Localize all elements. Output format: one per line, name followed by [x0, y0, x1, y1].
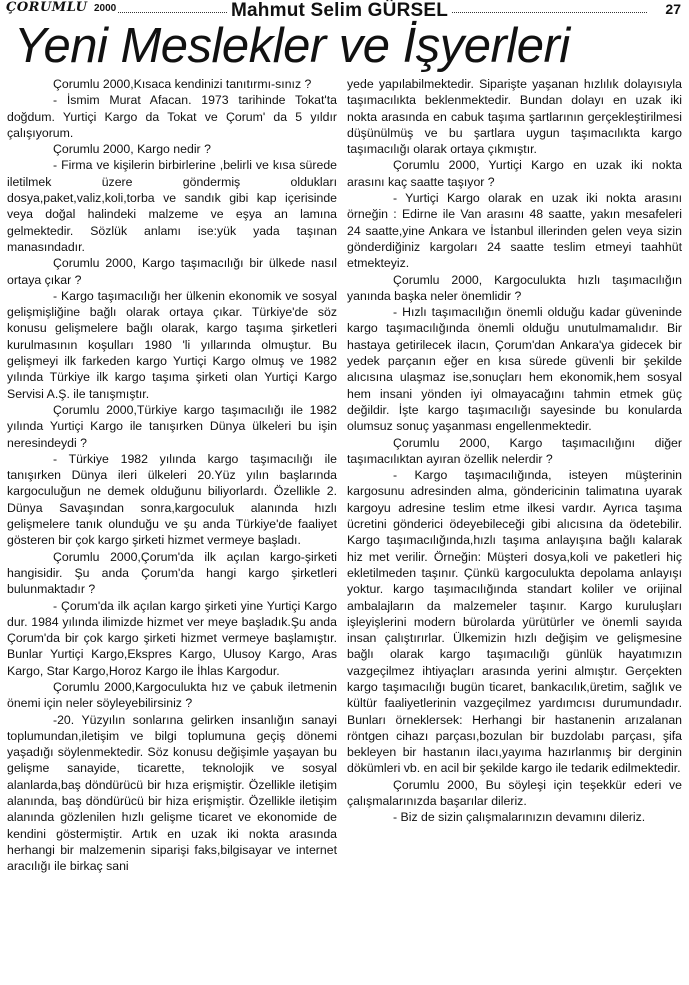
paragraph: Çorumlu 2000,Çorum'da ilk açılan kargo-şirketi hangisidir. Şu anda Çorum'da hangi kargo şirketleri bulunmaktadır ?	[7, 549, 337, 597]
paragraph: - Türkiye 1982 yılında kargo taşımacılığı ile tanışırken Dünya ileri ülkeleri 20.Yüz yılın başlarında kargoculuğun ne demek olduğunu biliyorlardı. Özellikle 2. Dünya Savaşından sonra,kargoculuk alanında hızlı gelişmelere tanık olunduğu ve şu anda Türkiye'de faaliyet gösteren bir çok kargo şirketi hizmet vermeye başladı.	[7, 451, 337, 548]
paragraph: Çorumlu 2000,Kısaca kendinizi tanıtırmı-sınız ?	[53, 77, 312, 91]
paragraph: - Hızlı taşımacılığın önemli olduğu kadar güveninde kargo taşımacılığında önemli olduğu unutulmamalıdır. Bir hastaya getirilecek ilacın, Çorum'dan Ankara'ya gidecek bir yedek parçanın eğer en kısa sürede güvenli bir şekilde alıcısına ulaşmaz ise,sonuçları hem ekonomik,hem sosyal hem insani yönden iyi olmayacağını tahmin etmek güç değildir. İşte kargo taşımacılığı sayesinde bu konularda olumsuz sonuç yaşanması engellenmektedir.	[347, 305, 682, 434]
paragraph: -20. Yüzyılın sonlarına gelirken insanlığın sanayi toplumundan,iletişim ve bilgi toplumuna geçiş dönemi yaşadığı söylenmektedir. Söz konusu değişimle yaşayan bu gelişme sanayide, ticarette, teknolojik ve sosyal alanlarda,baş döndürücü bir hıza erişmiştir. Özellikle iletişim alanında, baş döndürücü bir hiza erişmiştir. Özellikle iletişim alanında gözlenilen hızlı gelişme ticaret ve ekonomide de kendini göstermiştir. Artık en uzak iki nokta arasında herhangi bir malzemenin siparişi faks,bilgisayar ve internet aracılığı ile birkaç sani	[7, 712, 337, 874]
right-column	[347, 76, 682, 826]
article-headline: Yeni Meslekler ve İşyerleri	[14, 19, 570, 73]
magazine-year: 2000	[94, 3, 117, 14]
paragraph: Çorumlu 2000,Türkiye kargo taşımacılığı ile 1982 yılında Yurtiçi Kargo ile tanışırken Dünya ülkeleri bu işin neresindeydi ?	[7, 402, 337, 450]
paragraph: Çorumlu 2000, Kargo taşımacılığı bir ülkede nasıl ortaya çıkar ?	[7, 256, 337, 287]
paragraph: Çorumlu 2000, Kargo taşımacılığını diğer taşımacılıktan ayıran özellik nelerdir ?	[347, 435, 682, 466]
paragraph: Çorumlu 2000, Kargo nedir ?	[53, 142, 211, 157]
paragraph: Çorumlu 2000,Kargoculukta hız ve çabuk iletmenin önemi için neler söyleyebilirsiniz ?	[7, 679, 337, 711]
left-column	[7, 76, 337, 875]
magazine-brand: ÇORUMLU	[6, 0, 88, 15]
paragraph: Çorumlu 2000, Yurtiçi Kargo en uzak iki nokta arasını kaç saatte taşıyor ?	[347, 158, 682, 189]
paragraph: yede yapılabilmektedir. Siparişte yaşanan hızlılık dolayısıyla taşımacılıkta beklenmektedir. Bundan dolayı en uzak iki nokta arasında en cabuk taşıma şartlarının gerçekleştirilmesi düşünülmüş ve bu şartlara uygun taşımacılıkta kargo taşımacılığı olarak ortaya çıkmıştır.	[347, 77, 682, 157]
paragraph: Çorumlu 2000, Kargoculukta hızlı taşımacılığın yanında başka neler önemlidir ?	[347, 272, 682, 303]
paragraph: - Yurtiçi Kargo olarak en uzak iki nokta arasını örneğin : Edirne ile Van arasını 48 saatte, yakın mesafeleri 24 saatte,yine Ankara ve İstanbul illerinden gelen veya sizin gönderdiğiniz kargoları 24 saatte teslim etmeyi taahhüt etmekteyiz.	[347, 191, 682, 271]
paragraph: - Kargo taşımacılığında, isteyen müşterinin kargosunu adresinden alma, göndericinin talimatına uyarak kargoyu adresine teslim etme ilkesi vardır. Ayrıca taşıma ücretini gönderici ödeyebileceği gibi alıcısına da ödetebilir. Kargo taşımacılığında,hızlı taşıma anlayışına bağlı kalarak hiz met verilir. Örneğin: Müşteri dosya,koli ve paketleri hiç ekletilmeden taşınır. Çünkü kargoculukta depolama anlayışı yoktur. kargo taşımacılığında standart koliler ve orijinal ambalajların da malzemeler taşınır. Kargo kuruluşları işleyişlerini modern bürolarda yürütürler ve önemli sayıda insan çalıştırırlar. Ülkemizin hızlı değişim ve gelişmesine bağlı olarak kargo taşımacılığı günlük hayatımızın vazgeçilmez ihtiyaçları arasında yerini almıştır. Gerçekten kargo taşımacılığı bugün ticaret, bankacılık,üretim, sağlık ve kültür faaliyetlerinin vazgeçilmez yardımcısı durumundadır. Bunları örneklersek: Herhangi bir hastanenin arızalanan röntgen cihazı parçası,bozulan bir buzdolabı parçası, şifa bekleyen bir hastanın ilacı,yayıma hazırlanmış bir derginin dökümleri vb. en acil bir şekilde kargo ile tedarik edilmektedir.	[347, 468, 682, 776]
page-number: 27	[665, 1, 681, 17]
paragraph: - Çorum'da ilk açılan kargo şirketi yine Yurtiçi Kargo dur. 1984 yılında ilimizde hizmet ver meye başladık.Şu anda Çorum'da bir çok kargo şirketi hizmet vermeye başlamıştır. Bunlar Yurtiçi Kargo,Ekspres Kargo, Ulusoy Kargo, Aras Kargo, Star Kargo,Horoz Kargo ile İhlas Kargodur.	[7, 598, 337, 678]
paragraph: Çorumlu 2000, Bu söyleşi için teşekkür ederi ve çalışmalarınızda başarılar dileriz.	[347, 777, 682, 809]
paragraph: - Firma ve kişilerin birbirlerine ,belirli ve kısa sürede iletilmek üzere göndermiş oldukları dosya,paket,valiz,koli,torba ve sandık gibi kap içerisinde veya doğal halindeki malzeme ve eşya an lamına gelmektedir. Sözlük anlamı ise:yük yada taşınan manasındadır.	[7, 158, 337, 254]
paragraph: - Kargo taşımacılığı her ülkenin ekonomik ve sosyal gelişmişliğine bağlı olarak ortaya çıkar. Türkiye'de söz konusu gelişmelere bağlı olarak, kargo taşıma şirketleri kurulmasının koşulları 1980 'li yıllarında olmuştur. Bu gelişmeyi ilk farkeden kargo Yurtiçi Kargo olmuş ve 1982 yılında Türkiye ilk kargo taşıma şirketi olan Yurtiçi Kargo Servisi A.Ş. ile tanışmıştır.	[7, 288, 337, 401]
author-name: Mahmut Selim GÜRSEL	[228, 0, 451, 22]
paragraph: - İsmim Murat Afacan. 1973 tarihinde Tokat'ta doğdum. Yurtiçi Kargo da Tokat ve Çorum' da 5 yıldır çalışıyorum.	[7, 93, 337, 140]
paragraph: - Biz de sizin çalışmalarınızın devamını dileriz.	[393, 810, 646, 825]
